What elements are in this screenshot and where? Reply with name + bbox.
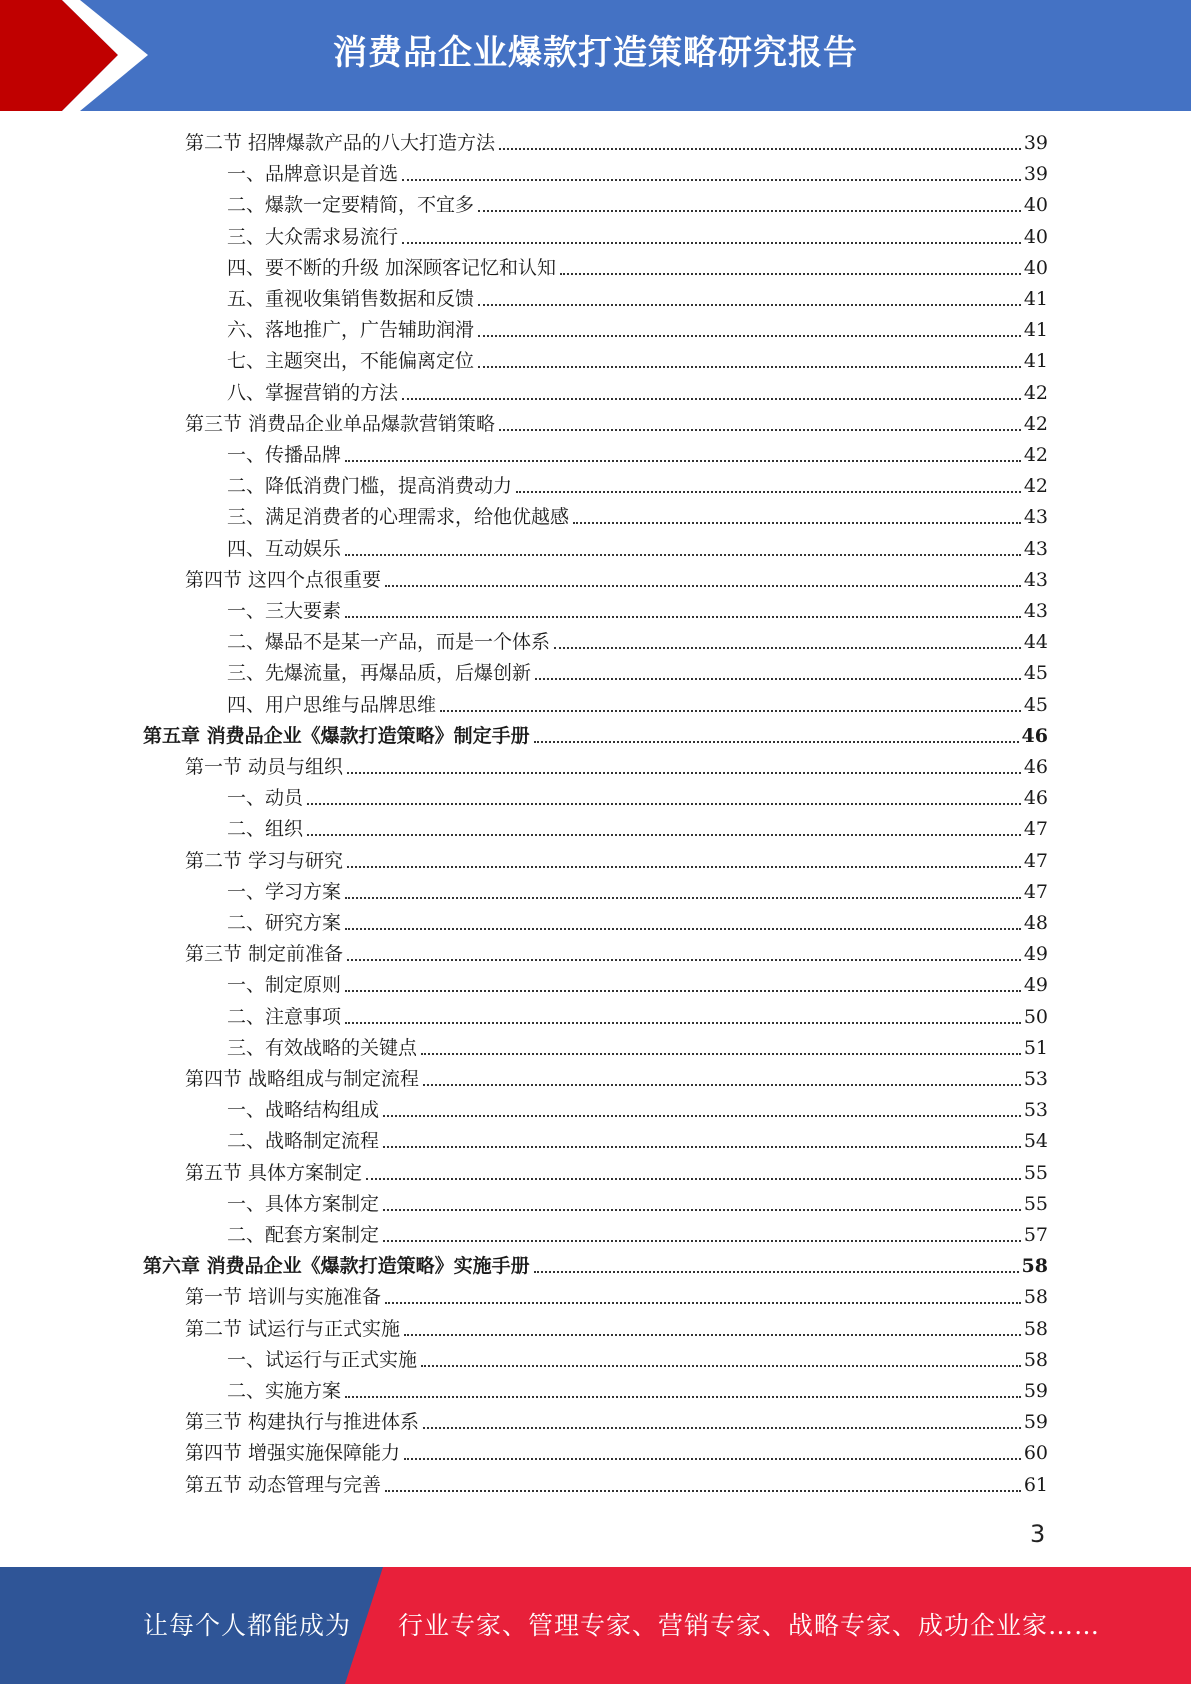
toc-entry-page: 40	[1023, 256, 1048, 279]
toc-dot-leader	[307, 803, 1021, 805]
toc-entry-title: 三、有效战略的关键点	[227, 1036, 418, 1059]
toc-subsection[interactable]	[227, 970, 1048, 1001]
toc-entry-page: 55	[1023, 1192, 1048, 1215]
toc-entry-page: 58	[1023, 1317, 1048, 1340]
toc-entry-title: 三、先爆流量，再爆品质，后爆创新	[227, 662, 532, 685]
toc-subsection[interactable]	[227, 502, 1048, 533]
toc-subsection[interactable]	[227, 159, 1048, 190]
toc-entry-page: 59	[1023, 1411, 1048, 1434]
toc-subsection[interactable]	[227, 190, 1048, 221]
toc-dot-leader	[478, 304, 1021, 306]
toc-entry-title: 三、大众需求易流行	[227, 225, 399, 248]
toc-entry-page: 50	[1023, 1005, 1048, 1028]
toc-entry-page: 41	[1023, 319, 1048, 342]
toc-subsection[interactable]	[227, 440, 1048, 471]
toc-entry-page: 43	[1023, 506, 1048, 529]
toc-entry-title: 第三节 制定前准备	[185, 943, 344, 966]
toc-dot-leader	[423, 1084, 1021, 1086]
toc-dot-leader	[440, 710, 1021, 712]
toc-entry-title: 二、研究方案	[227, 912, 342, 934]
toc-dot-leader	[499, 429, 1021, 431]
toc-entry-page: 49	[1023, 943, 1048, 966]
toc-subsection[interactable]	[227, 877, 1048, 908]
toc-entry-title: 第六章 消费品企业《爆款打造策略》实施手册	[143, 1255, 530, 1278]
toc-entry-title: 四、要不断的升级 加深顾客记忆和认知	[227, 256, 557, 279]
toc-entry-page: 60	[1023, 1442, 1048, 1465]
toc-entry-title: 二、降低消费门槛，提高消费动力	[227, 475, 513, 498]
toc-dot-leader	[345, 554, 1021, 556]
toc-entry-title: 第四节 战略组成与制定流程	[185, 1068, 420, 1090]
toc-dot-leader	[385, 1302, 1021, 1304]
toc-dot-leader	[478, 366, 1021, 368]
report-title: 消费品企业爆款打造策略研究报告	[333, 33, 858, 73]
toc-entry-title: 二、实施方案	[227, 1380, 342, 1402]
page-number: 3	[1030, 1520, 1046, 1548]
toc-dot-leader	[347, 772, 1021, 774]
toc-subsection[interactable]	[227, 253, 1048, 284]
toc-entry-page: 46	[1021, 724, 1048, 747]
toc-entry-title: 二、爆品不是某一产品，而是一个体系	[227, 631, 551, 654]
toc-subsection[interactable]	[227, 814, 1048, 845]
toc-entry-title: 第二节 试运行与正式实施	[185, 1317, 401, 1340]
toc-dot-leader	[499, 148, 1021, 150]
toc-subsection[interactable]	[227, 658, 1048, 689]
toc-section[interactable]	[185, 1407, 1048, 1438]
toc-section[interactable]	[185, 846, 1048, 877]
toc-section[interactable]	[185, 128, 1048, 159]
toc-entry-page: 41	[1023, 288, 1048, 310]
toc-entry-page: 49	[1023, 974, 1048, 997]
toc-entry-page: 41	[1023, 350, 1048, 373]
toc-entry-page: 53	[1023, 1068, 1048, 1090]
toc-entry-title: 第五章 消费品企业《爆款打造策略》制定手册	[143, 724, 530, 747]
toc-entry-title: 一、学习方案	[227, 880, 342, 903]
toc-dot-leader	[385, 585, 1021, 587]
toc-entry-title: 一、试运行与正式实施	[227, 1348, 418, 1371]
toc-entry-page: 40	[1023, 225, 1048, 248]
toc-entry-page: 45	[1023, 693, 1048, 716]
toc-dot-leader	[347, 866, 1021, 868]
toc-entry-title: 第二节 招牌爆款产品的八大打造方法	[185, 132, 496, 154]
toc-entry-page: 48	[1023, 912, 1048, 934]
toc-entry-title: 第二节 学习与研究	[185, 849, 344, 872]
toc-dot-leader	[421, 1053, 1021, 1055]
page-footer	[0, 1567, 1191, 1684]
toc-dot-leader	[402, 179, 1021, 181]
toc-entry-page: 46	[1023, 756, 1048, 778]
toc-entry-title: 一、具体方案制定	[227, 1192, 380, 1215]
toc-entry-page: 47	[1023, 818, 1048, 841]
toc-entry-title: 六、落地推广，广告辅助润滑	[227, 319, 475, 342]
toc-entry-page: 47	[1023, 849, 1048, 872]
toc-dot-leader	[383, 1115, 1021, 1117]
toc-entry-page: 51	[1023, 1036, 1048, 1059]
toc-dot-leader	[307, 834, 1021, 836]
toc-entry-page: 61	[1023, 1473, 1048, 1496]
toc-entry-title: 四、互动娱乐	[227, 537, 342, 560]
toc-entry-page: 58	[1023, 1348, 1048, 1371]
toc-subsection[interactable]	[227, 596, 1048, 627]
toc-entry-page: 39	[1023, 163, 1048, 186]
toc-dot-leader	[560, 273, 1021, 275]
toc-entry-page: 47	[1023, 880, 1048, 903]
toc-section[interactable]	[185, 752, 1048, 783]
toc-entry-page: 42	[1023, 412, 1048, 435]
toc-subsection[interactable]	[227, 1376, 1048, 1407]
toc-entry-title: 三、满足消费者的心理需求，给他优越感	[227, 506, 570, 529]
toc-entry-page: 44	[1023, 631, 1048, 654]
toc-dot-leader	[516, 491, 1021, 493]
toc-subsection[interactable]	[227, 1033, 1048, 1064]
toc-entry-title: 第三节 构建执行与推进体系	[185, 1411, 420, 1434]
toc-entry-title: 八、掌握营销的方法	[227, 381, 399, 404]
toc-entry-page: 43	[1023, 537, 1048, 560]
toc-entry-page: 54	[1023, 1130, 1048, 1153]
toc-entry-title: 五、重视收集销售数据和反馈	[227, 288, 475, 310]
toc-subsection[interactable]	[227, 627, 1048, 658]
toc-section[interactable]	[185, 1064, 1048, 1095]
toc-entry-page: 43	[1023, 568, 1048, 591]
toc-entry-page: 58	[1023, 1286, 1048, 1309]
toc-entry-title: 四、用户思维与品牌思维	[227, 693, 437, 716]
toc-entry-title: 一、传播品牌	[227, 444, 342, 466]
toc-dot-leader	[383, 1240, 1021, 1242]
toc-dot-leader	[402, 242, 1021, 244]
toc-subsection[interactable]	[227, 534, 1048, 565]
toc-entry-title: 第四节 增强实施保障能力	[185, 1442, 401, 1465]
toc-subsection[interactable]	[227, 1220, 1048, 1251]
toc-entry-page: 55	[1023, 1161, 1048, 1184]
toc-dot-leader	[423, 1427, 1021, 1429]
toc-entry-title: 第三节 消费品企业单品爆款营销策略	[185, 412, 496, 435]
toc-entry-title: 第四节 这四个点很重要	[185, 568, 382, 591]
toc-dot-leader	[535, 678, 1021, 680]
toc-dot-leader	[534, 1271, 1019, 1273]
toc-section[interactable]	[185, 409, 1048, 440]
toc-entry-title: 七、主题突出，不能偏离定位	[227, 350, 475, 373]
toc-dot-leader	[385, 1490, 1021, 1492]
toc-entry-page: 57	[1023, 1224, 1048, 1246]
toc-entry-title: 二、爆款一定要精简，不宜多	[227, 194, 475, 217]
toc-dot-leader	[404, 1334, 1021, 1336]
toc-entry-page: 40	[1023, 194, 1048, 217]
toc-dot-leader	[345, 990, 1021, 992]
toc-entry-title: 一、战略结构组成	[227, 1099, 380, 1122]
toc-entry-page: 45	[1023, 662, 1048, 685]
toc-dot-leader	[347, 959, 1021, 961]
toc-entry-title: 第一节 培训与实施准备	[185, 1286, 382, 1309]
toc-entry-title: 第五节 动态管理与完善	[185, 1473, 382, 1496]
toc-entry-page: 42	[1023, 475, 1048, 498]
toc-section[interactable]	[185, 565, 1048, 596]
toc-entry-title: 一、动员	[227, 787, 304, 810]
toc-entry-title: 二、战略制定流程	[227, 1130, 380, 1153]
toc-section[interactable]	[185, 1438, 1048, 1469]
toc-subsection[interactable]	[227, 690, 1048, 721]
footer-slogan-left: 让每个人都能成为	[143, 1611, 352, 1640]
toc-subsection[interactable]	[227, 222, 1048, 253]
toc-section[interactable]	[185, 1470, 1048, 1501]
toc-subsection[interactable]	[227, 1189, 1048, 1220]
toc-dot-leader	[383, 1209, 1021, 1211]
toc-dot-leader	[573, 522, 1021, 524]
toc-entry-page: 46	[1023, 787, 1048, 810]
toc-entry-page: 39	[1023, 132, 1048, 154]
toc-dot-leader	[383, 1146, 1021, 1148]
toc-subsection[interactable]	[227, 315, 1048, 346]
toc-entry-page: 42	[1023, 444, 1048, 466]
toc-entry-page: 43	[1023, 600, 1048, 622]
toc-section[interactable]	[185, 1158, 1048, 1189]
toc-entry-page: 53	[1023, 1099, 1048, 1122]
toc-entry-page: 58	[1021, 1255, 1048, 1278]
toc-dot-leader	[478, 335, 1021, 337]
toc-entry-title: 一、品牌意识是首选	[227, 163, 399, 186]
toc-section[interactable]	[185, 1282, 1048, 1313]
toc-entry-title: 一、制定原则	[227, 974, 342, 997]
toc-subsection[interactable]	[227, 1095, 1048, 1126]
toc-subsection[interactable]	[227, 1345, 1048, 1376]
toc-dot-leader	[345, 897, 1021, 899]
toc-entry-page: 42	[1023, 381, 1048, 404]
toc-dot-leader	[402, 398, 1021, 400]
toc-dot-leader	[345, 616, 1021, 618]
toc-entry-title: 二、注意事项	[227, 1005, 342, 1028]
toc-subsection[interactable]	[227, 284, 1048, 315]
toc-chapter[interactable]	[143, 721, 1048, 752]
toc-subsection[interactable]	[227, 908, 1048, 939]
toc-dot-leader	[554, 647, 1021, 649]
toc-subsection[interactable]	[227, 471, 1048, 502]
page-header	[0, 0, 1191, 111]
toc-dot-leader	[366, 1178, 1021, 1180]
toc-subsection[interactable]	[227, 346, 1048, 377]
toc-chapter[interactable]	[143, 1251, 1048, 1282]
toc-dot-leader	[534, 741, 1019, 743]
toc-section[interactable]	[185, 1314, 1048, 1345]
toc-subsection[interactable]	[227, 1002, 1048, 1033]
toc-entry-title: 一、三大要素	[227, 600, 342, 622]
toc-entry-title: 第一节 动员与组织	[185, 756, 344, 778]
footer-slogan-right: 行业专家、管理专家、营销专家、战略专家、成功企业家……	[398, 1611, 1101, 1640]
toc-section[interactable]	[185, 939, 1048, 970]
toc-subsection[interactable]	[227, 378, 1048, 409]
toc-dot-leader	[345, 928, 1021, 930]
toc-dot-leader	[345, 1022, 1021, 1024]
toc-entry-page: 59	[1023, 1380, 1048, 1402]
toc-dot-leader	[345, 460, 1021, 462]
toc-entry-title: 二、组织	[227, 818, 304, 841]
toc-dot-leader	[478, 210, 1021, 212]
toc-subsection[interactable]	[227, 783, 1048, 814]
toc-entry-title: 第五节 具体方案制定	[185, 1161, 363, 1184]
toc-dot-leader	[404, 1458, 1021, 1460]
toc-dot-leader	[345, 1396, 1021, 1398]
toc-dot-leader	[421, 1365, 1021, 1367]
toc-entry-title: 二、配套方案制定	[227, 1224, 380, 1246]
toc-subsection[interactable]	[227, 1126, 1048, 1157]
